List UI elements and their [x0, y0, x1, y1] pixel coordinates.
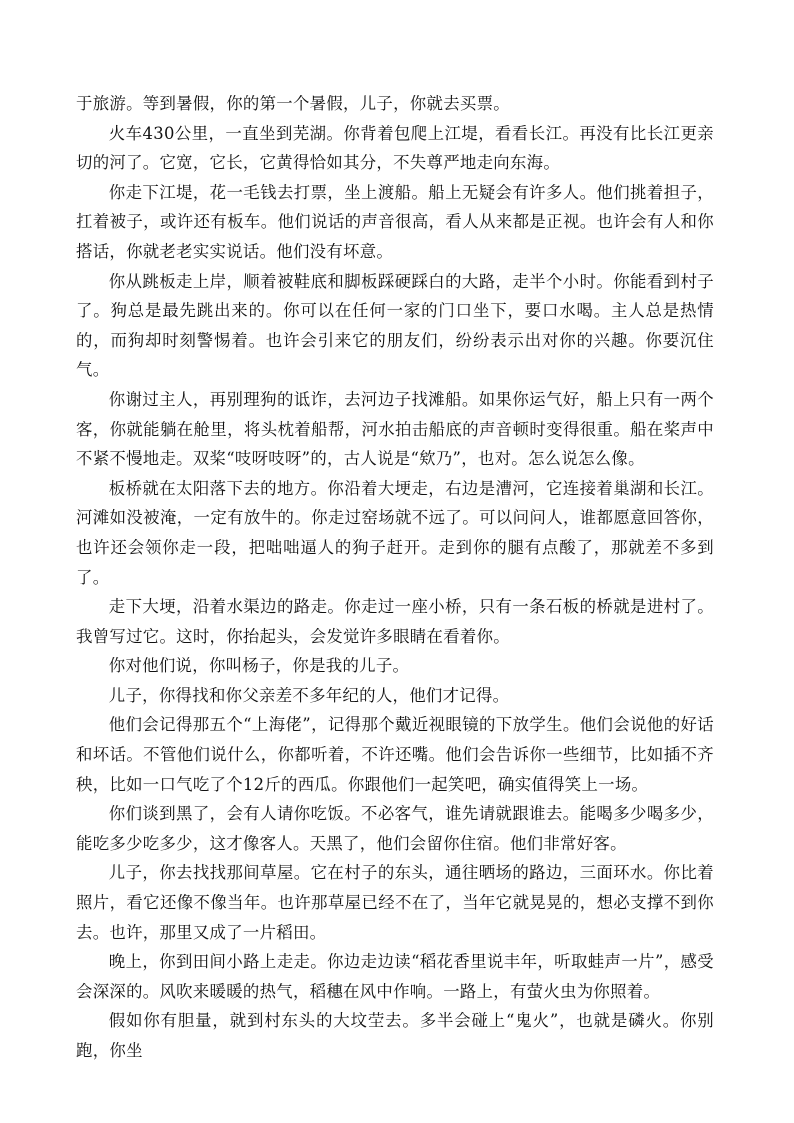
paragraph-14: 假如你有胆量，就到村东头的大坟茔去。多半会碰上“鬼火”，也就是磷火。你别跑，你坐 — [76, 1011, 714, 1060]
paragraph-12: 儿子，你去找找那间草屋。它在村子的东头，通往晒场的路边，三面环水。你比着照片，看它还像不像当年。也许那草屋已经不在了，当年它就晃晃的，想必支撑不到你去。也许，那里又成了一片稻田。 — [76, 863, 714, 942]
paragraph-5: 你谢过主人，再别理狗的诋诈，去河边子找滩船。如果你运气好，船上只有一两个客，你就能躺在舱里，将头枕着船帮，河水拍击船底的声音顿时变得很重。船在桨声中不紧不慢地走。双桨“吱呀吱呀”的，古人说是“欸乃”，也对。怎么说怎么像。 — [76, 389, 714, 469]
paragraph-11: 你们谈到黑了，会有人请你吃饭。不必客气，谁先请就跟谁去。能喝多少喝多少，能吃多少吃多少，这才像客人。天黑了，他们会留你住宿。他们非常好客。 — [76, 804, 714, 853]
paragraph-4: 你从跳板走上岸，顺着被鞋底和脚板踩硬踩白的大路，走半个小时。你能看到村子了。狗总是最先跳出来的。你可以在任何一家的门口坐下，要口水喝。主人总是热情的，而狗却时刻警惕着。也许会引来它的朋友们，纷纷表示出对你的兴趣。你要沉住气。 — [76, 271, 714, 380]
paragraph-8: 你对他们说，你叫杨子，你是我的儿子。 — [108, 656, 410, 676]
paragraph-3: 你走下江堤，花一毛钱去打票，坐上渡船。船上无疑会有许多人。他们挑着担子，扛着被子，或许还有板车。他们说话的声音很高，看人从来都是正视。也许会有人和你搭话，你就老老实实说话。他们没有坏意。 — [76, 182, 714, 261]
paragraph-13: 晚上，你到田间小路上走走。你边走边读“稻花香里说丰年，听取蛙声一片”，感受会深深的。风吹来暖暖的热气，稻穗在风中作响。一路上，有萤火虫为你照着。 — [76, 952, 714, 1001]
paragraph-10: 他们会记得那五个“上海佬”，记得那个戴近视眼镜的下放学生。他们会说他的好话和坏话。不管他们说什么，你都听着，不许还嘴。他们会告诉你一些细节，比如插不齐秧，比如一口气吃了个12斤的西瓜。你跟他们一起笑吧，确实值得笑上一场。 — [76, 715, 714, 794]
paragraph-1: 于旅游。等到暑假，你的第一个暑假，儿子，你就去买票。 — [76, 94, 510, 113]
paragraph-7: 走下大埂，沿着水渠边的路走。你走过一座小桥，只有一条石板的桥就是进村了。我曾写过它。这时，你抬起头，会发觉许多眼睛在看着你。 — [76, 597, 714, 646]
paragraph-2: 火车430公里，一直坐到芜湖。你背着包爬上江堤，看看长江。再没有比长江更亲切的河了。它宽，它长，它黄得恰如其分，不失尊严地走向东海。 — [76, 123, 714, 173]
paragraph-6: 板桥就在太阳落下去的地方。你沿着大埂走，右边是漕河，它连接着巢湖和长江。河滩如没被淹，一定有放牛的。你走过窑场就不远了。可以问问人，谁都愿意回答你，也许还会领你走一段，把咄咄逼人的狗子赶开。走到你的腿有点酸了，那就差不多到了。 — [76, 478, 714, 587]
paragraph-9: 儿子，你得找和你父亲差不多年纪的人，他们才记得。 — [108, 685, 510, 705]
